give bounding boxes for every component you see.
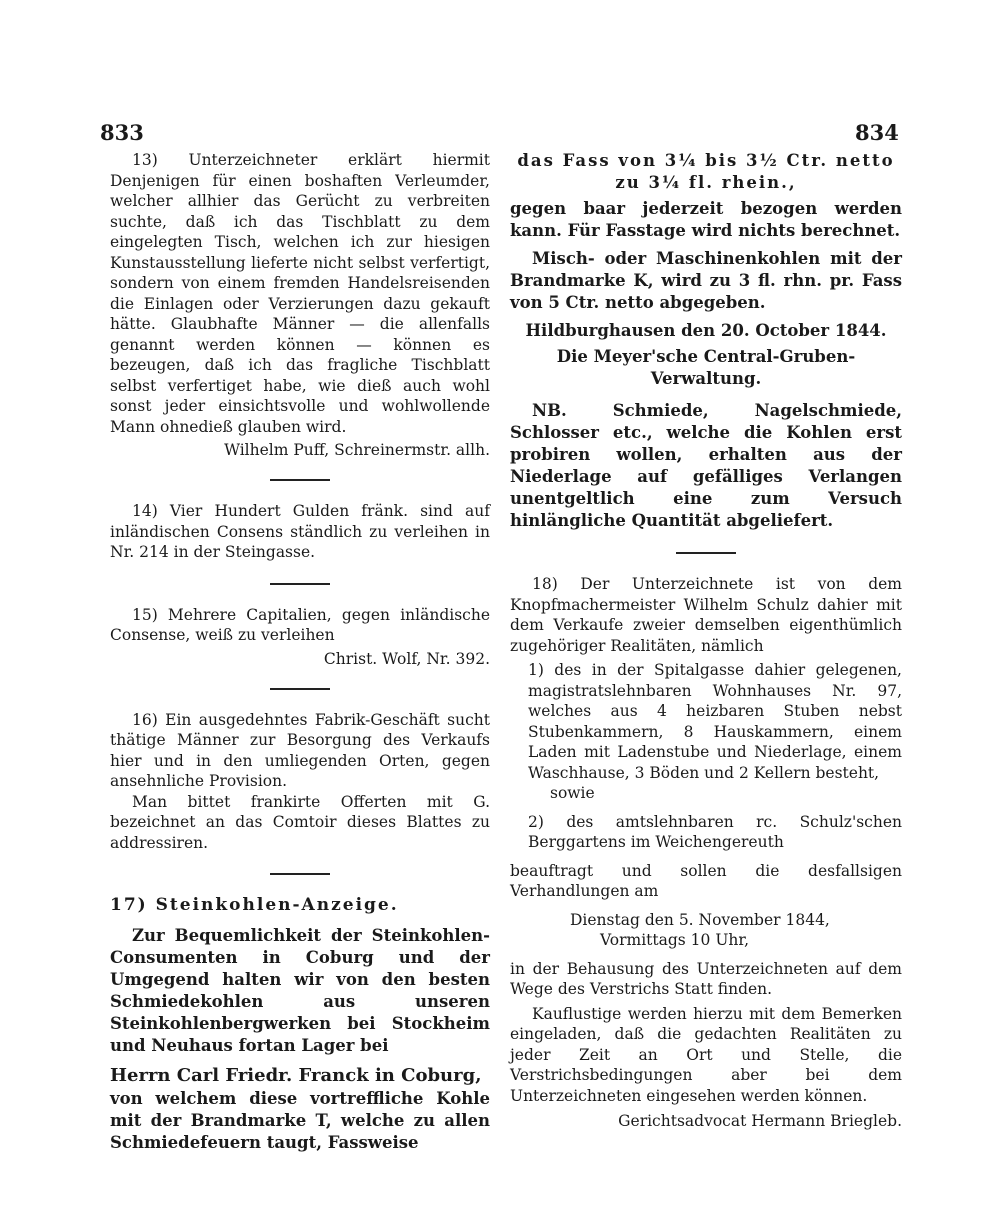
- page-number-right: 834: [855, 120, 899, 145]
- ad-18-text: 18) Der Unterzeichnete ist von dem Knopfmachermeister Wilhelm Schulz dahier mit dem Verkaufe zweier demselben eigenthümlich zugehöriger Realitäten, nämlich: [510, 575, 902, 655]
- ad-18-text3: in der Behausung des Unterzeichneten auf dem Wege des Verstrichs Statt finden.: [510, 959, 902, 998]
- divider: [270, 479, 330, 481]
- ad-16-text: 16) Ein ausgedehntes Fabrik-Geschäft sucht thätige Männer zur Besorgung des Verkaufs hier und in den umliegenden Orten, gegen ansehnliche Provision.: [110, 710, 490, 790]
- ad-14-text: 14) Vier Hundert Gulden fränk. sind auf inländischen Consens ständlich zu verleihen in Nr. 214 in der Steingasse.: [110, 502, 490, 561]
- page-number-left: 833: [100, 120, 144, 145]
- ad-17-text2: Misch- oder Maschinenkohlen mit der Brandmarke K, wird zu 3 fl. rhn. pr. Fass von 5 Ctr. netto abgegeben.: [510, 249, 902, 312]
- ad-13-text: 13) Unterzeichneter erklärt hiermit Denjenigen für einen boshaften Verleumder, welcher allhier das Gerücht zu verbreiten suchte, daß ich das Tischblatt zu dem eingelegten Tisch, welchen ich zur hiesigen Kunstausstellung lieferte nicht selbst verfertigt, sondern von einem fremden Handelsreisenden die Einlagen oder Verzierungen dazu gekauft hätte. Glaubhafte Männer — die allenfalls genannt werden können — können es bezeugen, daß ich das fragliche Tischblatt selbst verfertiget habe, wie dieß auch wohl sonst jeder einsichtsvolle und wohlwollende Mann ohnedieß glauben wird.: [110, 151, 490, 436]
- ad-18-text4: Kauflustige werden hierzu mit dem Bemerken eingeladen, daß die gedachten Realitäten zu jeder Zeit an Ort und Stelle, die Verstrichsbedingungen aber bei dem Unterzeichneten eingesehen werden können.: [510, 1004, 902, 1105]
- ad-17-price-line1: das Fass von 3¼ bis 3½ Ctr. netto: [517, 151, 895, 170]
- divider: [270, 873, 330, 875]
- ad-18-sowie: sowie: [550, 784, 595, 802]
- divider: [676, 552, 736, 554]
- ad-17-nb: NB. Schmiede, Nagelschmiede, Schlosser etc., welche die Kohlen erst probiren wollen, erhalten aus der Niederlage auf gefälliges Verlangen unentgeltlich eine zum Versuch hinlängliche Quantität abgeliefert.: [510, 401, 902, 530]
- ad-17-text1: gegen baar jederzeit bezogen werden kann. Für Fasstage wird nichts berechnet.: [510, 199, 902, 240]
- ad-17-cont: von welchem diese vortreffliche Kohle mit der Brandmarke T, welche zu allen Schmiedefeuern taugt, Fassweise: [110, 1089, 490, 1152]
- ad-18-date1: Dienstag den 5. November 1844,: [570, 910, 830, 929]
- ad-17-price-line2: zu 3¼ fl. rhein.,: [615, 173, 797, 192]
- ad-17-place-date: Hildburghausen den 20. October 1844.: [525, 321, 887, 340]
- ad-13-signature: Wilhelm Puff, Schreinermstr. allh.: [224, 441, 490, 459]
- divider: [270, 583, 330, 585]
- ad-18-text2: beauftragt und sollen die desfallsigen Verhandlungen am: [510, 861, 902, 900]
- ad-16-text2: Man bittet frankirte Offerten mit G. bezeichnet an das Comtoir dieses Blattes zu addressiren.: [110, 792, 490, 852]
- ad-18-date2: Vormittags 10 Uhr,: [600, 931, 749, 949]
- ad-17-intro: Zur Bequemlichkeit der Steinkohlen-Consumenten in Coburg und der Umgegend halten wir von den besten Schmiedekohlen aus unseren Steinkohlenbergwerken bei Stockheim und Neuhaus fortan Lager bei: [110, 926, 490, 1055]
- ad-18-signature: Gerichtsadvocat Hermann Briegleb.: [618, 1112, 902, 1130]
- ad-15-text: 15) Mehrere Capitalien, gegen inländische Consense, weiß zu verleihen: [110, 605, 490, 644]
- ad-18-item2: 2) des amtslehnbaren rc. Schulz'schen Berggartens im Weichengereuth: [528, 812, 902, 851]
- left-column: [110, 150, 490, 1154]
- ad-17-merchant: Herrn Carl Friedr. Franck in Coburg,: [110, 1065, 482, 1086]
- ad-17-heading: 17) Steinkohlen-Anzeige.: [110, 895, 399, 915]
- divider: [270, 688, 330, 690]
- ad-17-company: Die Meyer'sche Central-Gruben-Verwaltung.: [556, 347, 856, 388]
- right-column: [510, 150, 902, 1130]
- ad-18-item1: 1) des in der Spitalgasse dahier gelegenen, magistratslehnbaren Wohnhauses Nr. 97, welches aus 4 heizbaren Stuben nebst Stubenkammern, 8 Hauskammern, einem Laden mit Ladenstube und Niederlage, einem Waschhause, 3 Böden und 2 Kellern besteht,: [528, 661, 902, 782]
- ad-15-signature: Christ. Wolf, Nr. 392.: [323, 649, 490, 668]
- gap: [110, 915, 490, 925]
